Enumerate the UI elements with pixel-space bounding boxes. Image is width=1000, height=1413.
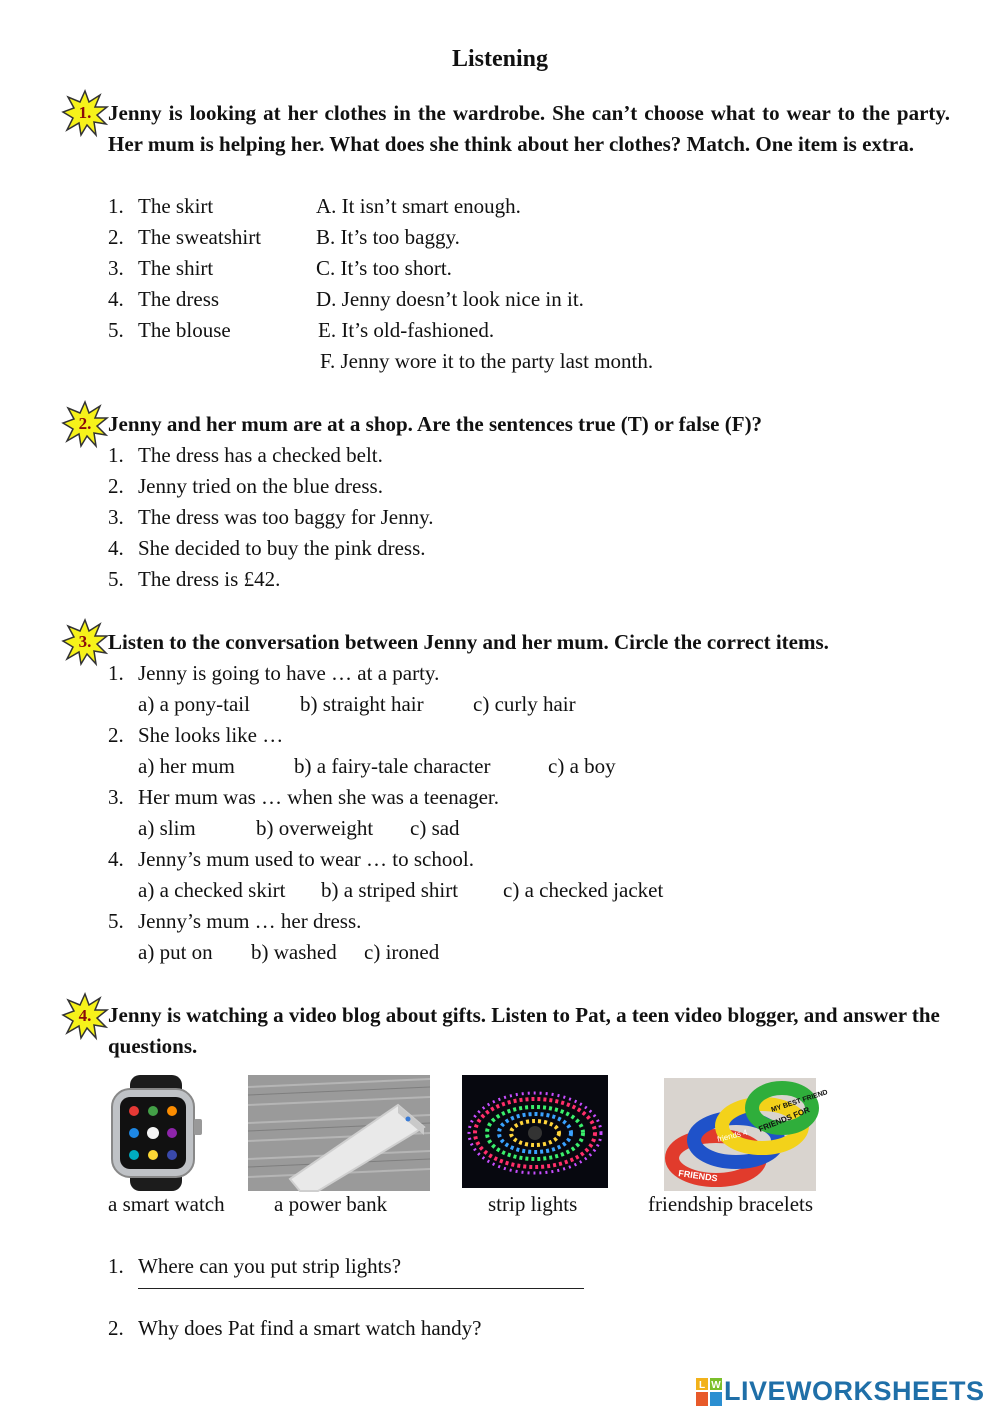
picture-caption: strip lights bbox=[488, 1192, 578, 1216]
picture-caption: a smart watch bbox=[108, 1192, 225, 1216]
section-number-badge bbox=[62, 993, 108, 1039]
smart-watch-image bbox=[108, 1075, 212, 1191]
answer-option[interactable]: b) washed bbox=[251, 940, 337, 964]
question: 1. Jenny is going to have … at a party. bbox=[108, 661, 440, 685]
true-false-item: 4. She decided to buy the pink dress. bbox=[108, 536, 426, 560]
match-item: 4. The dress bbox=[108, 287, 220, 311]
answer-option[interactable]: c) sad bbox=[410, 816, 460, 840]
match-item: 3. The shirt bbox=[108, 256, 214, 280]
true-false-item: 5. The dress is £42. bbox=[108, 567, 281, 591]
match-option: A. It isn’t smart enough. bbox=[316, 194, 521, 218]
answer-option[interactable]: a) a pony-tail bbox=[138, 692, 250, 716]
true-false-item: 1. The dress has a checked belt. bbox=[108, 443, 383, 467]
question: 5. Jenny’s mum … her dress. bbox=[108, 909, 362, 933]
svg-text:L: L bbox=[698, 1380, 706, 1391]
power-bank-image bbox=[248, 1075, 430, 1191]
bracelet-label: FRIENDS bbox=[677, 1168, 719, 1184]
friendship-bracelets-image bbox=[664, 1078, 829, 1191]
bracelet-label: FRIENDS FOR bbox=[757, 1105, 812, 1134]
match-option: C. It’s too short. bbox=[316, 256, 452, 280]
logo-icon bbox=[696, 1378, 722, 1408]
bracelet-label: friends 4 bbox=[716, 1127, 749, 1144]
match-option: F. Jenny wore it to the party last month. bbox=[320, 349, 654, 373]
match-option: D. Jenny doesn’t look nice in it. bbox=[316, 287, 584, 311]
answer-option[interactable]: c) curly hair bbox=[473, 692, 576, 716]
bracelet-label: MY BEST FRIEND bbox=[770, 1089, 829, 1114]
section-number: 1. bbox=[78, 103, 92, 122]
answer-option[interactable]: c) a checked jacket bbox=[503, 878, 664, 902]
section-1-instruction: Jenny is looking at her clothes in the wardrobe. She can’t choose what to wear to the party. Her mum is helping her. What does she think about her clothes? Match. One item is extra. bbox=[108, 101, 950, 156]
svg-text:W: W bbox=[711, 1380, 721, 1391]
match-item: 1. The skirt bbox=[108, 194, 214, 218]
match-item: 5. The blouse bbox=[108, 318, 231, 342]
answer-option[interactable]: c) ironed bbox=[364, 940, 440, 964]
section-3-instruction: Listen to the conversation between Jenny and her mum. Circle the correct items. bbox=[108, 630, 829, 654]
answer-option[interactable]: b) straight hair bbox=[300, 692, 424, 716]
answer-option[interactable]: a) her mum bbox=[138, 754, 235, 778]
page-title: Listening bbox=[451, 46, 549, 72]
answer-option[interactable]: a) put on bbox=[138, 940, 213, 964]
logo-text: LIVEWORKSHEETS bbox=[724, 1376, 985, 1406]
question: 1. Where can you put strip lights? bbox=[108, 1254, 402, 1278]
question: 3. Her mum was … when she was a teenager. bbox=[108, 785, 499, 809]
true-false-item: 2. Jenny tried on the blue dress. bbox=[108, 474, 383, 498]
answer-option[interactable]: b) overweight bbox=[256, 816, 374, 840]
strip-lights-image bbox=[462, 1075, 608, 1188]
section-number-badge bbox=[62, 90, 108, 136]
answer-option[interactable]: a) a checked skirt bbox=[138, 878, 286, 902]
picture-caption: friendship bracelets bbox=[648, 1192, 814, 1216]
true-false-item: 3. The dress was too baggy for Jenny. bbox=[108, 505, 434, 529]
answer-option[interactable]: c) a boy bbox=[548, 754, 616, 778]
match-option: B. It’s too baggy. bbox=[316, 225, 460, 249]
question: 2. Why does Pat find a smart watch handy? bbox=[108, 1316, 482, 1340]
section-number: 3. bbox=[78, 632, 92, 651]
picture-caption: a power bank bbox=[274, 1192, 388, 1216]
section-number: 4. bbox=[78, 1006, 92, 1025]
answer-option[interactable]: a) slim bbox=[138, 816, 196, 840]
section-number-badge bbox=[62, 401, 108, 447]
answer-line[interactable] bbox=[138, 1288, 584, 1289]
section-2-instruction: Jenny and her mum are at a shop. Are the sentences true (T) or false (F)? bbox=[108, 412, 763, 436]
question: 2. She looks like … bbox=[108, 723, 284, 747]
question: 4. Jenny’s mum used to wear … to school. bbox=[108, 847, 474, 871]
answer-option[interactable]: b) a striped shirt bbox=[321, 878, 459, 902]
section-number: 2. bbox=[78, 414, 92, 433]
section-4-instruction: Jenny is watching a video blog about gifts. Listen to Pat, a teen video blogger, and answer the questions. bbox=[108, 1003, 940, 1058]
answer-option[interactable]: b) a fairy-tale character bbox=[294, 754, 491, 778]
match-option: E. It’s old-fashioned. bbox=[318, 318, 495, 342]
match-item: 2. The sweatshirt bbox=[108, 225, 262, 249]
section-number-badge bbox=[62, 619, 108, 665]
